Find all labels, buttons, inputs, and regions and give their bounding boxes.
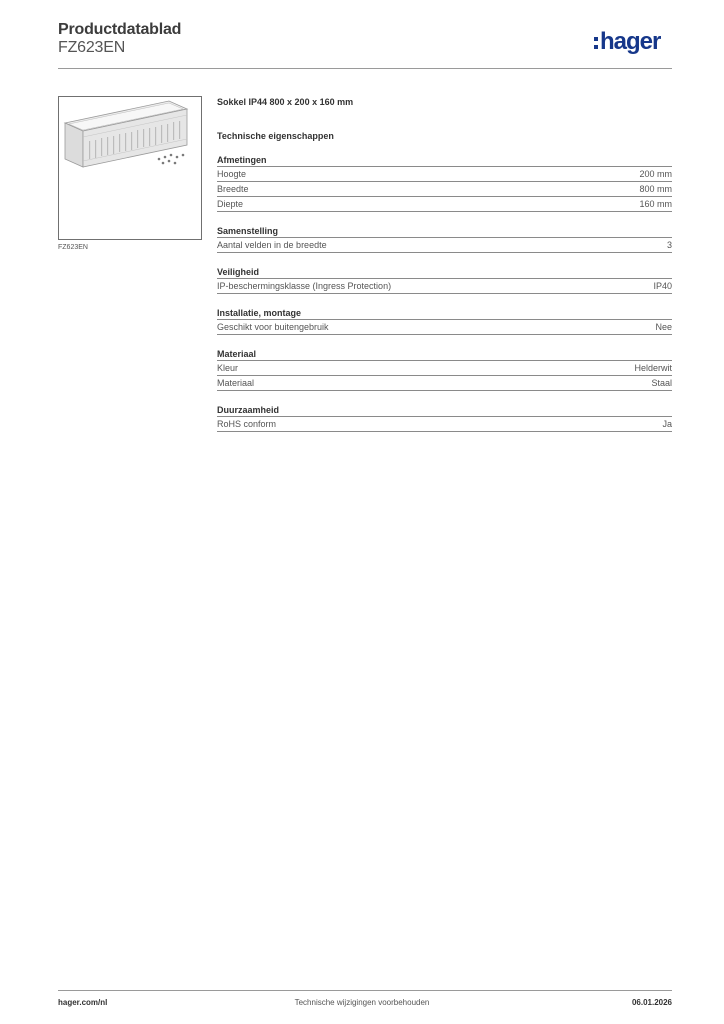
document-title: Productdatablad xyxy=(58,21,182,38)
spec-value: 3 xyxy=(666,240,672,250)
section-veiligheid xyxy=(217,266,672,294)
spec-value: Staal xyxy=(651,378,672,388)
logo-wordmark: hager xyxy=(600,28,661,55)
section-title: Samenstelling xyxy=(217,225,672,238)
spec-value: IP40 xyxy=(653,281,672,291)
spec-row xyxy=(217,238,672,253)
spec-label: Diepte xyxy=(217,199,244,209)
spec-content xyxy=(217,96,672,432)
section-duurzaamheid xyxy=(217,404,672,432)
spec-row xyxy=(217,279,672,294)
product-name: Sokkel IP44 800 x 200 x 160 mm xyxy=(217,97,354,107)
spec-label: IP-beschermingsklasse (Ingress Protection) xyxy=(217,281,392,291)
spec-value: 200 mm xyxy=(639,169,672,179)
plinth-illustration-icon xyxy=(59,97,201,239)
spec-label: Hoogte xyxy=(217,169,247,179)
section-title: Veiligheid xyxy=(217,266,672,279)
footer-website-link[interactable]: hager.com/nl xyxy=(58,998,108,1007)
spec-row xyxy=(217,182,672,197)
footer-date: 06.01.2026 xyxy=(631,998,672,1007)
hager-logo xyxy=(594,28,660,56)
technical-heading: Technische eigenschappen xyxy=(217,131,334,141)
spec-value: 800 mm xyxy=(639,184,672,194)
spec-label: Materiaal xyxy=(217,378,255,388)
spec-value: Helderwit xyxy=(634,363,672,373)
spec-row xyxy=(217,376,672,391)
section-installatie xyxy=(217,307,672,335)
section-samenstelling xyxy=(217,225,672,253)
header-divider xyxy=(58,68,672,69)
footer-divider xyxy=(58,990,672,991)
product-reference: FZ623EN xyxy=(58,39,126,56)
spec-label: Aantal velden in de breedte xyxy=(217,240,327,250)
spec-label: Geschikt voor buitengebruik xyxy=(217,322,329,332)
section-title: Afmetingen xyxy=(217,154,672,167)
product-image xyxy=(58,96,202,240)
section-title: Duurzaamheid xyxy=(217,404,672,417)
logo-dots-icon xyxy=(594,37,598,49)
spec-row xyxy=(217,417,672,432)
spec-row xyxy=(217,320,672,335)
spec-value: Ja xyxy=(662,419,672,429)
section-afmetingen xyxy=(217,154,672,212)
spec-value: Nee xyxy=(655,322,672,332)
section-title: Materiaal xyxy=(217,348,672,361)
spec-row xyxy=(217,167,672,182)
section-materiaal xyxy=(217,348,672,391)
spec-value: 160 mm xyxy=(639,199,672,209)
image-caption: FZ623EN xyxy=(58,244,88,251)
spec-label: RoHS conform xyxy=(217,419,277,429)
footer-disclaimer: Technische wijzigingen voorbehouden xyxy=(294,998,430,1007)
spec-label: Breedte xyxy=(217,184,249,194)
section-title: Installatie, montage xyxy=(217,307,672,320)
spec-row xyxy=(217,197,672,212)
spec-label: Kleur xyxy=(217,363,239,373)
spec-row xyxy=(217,361,672,376)
